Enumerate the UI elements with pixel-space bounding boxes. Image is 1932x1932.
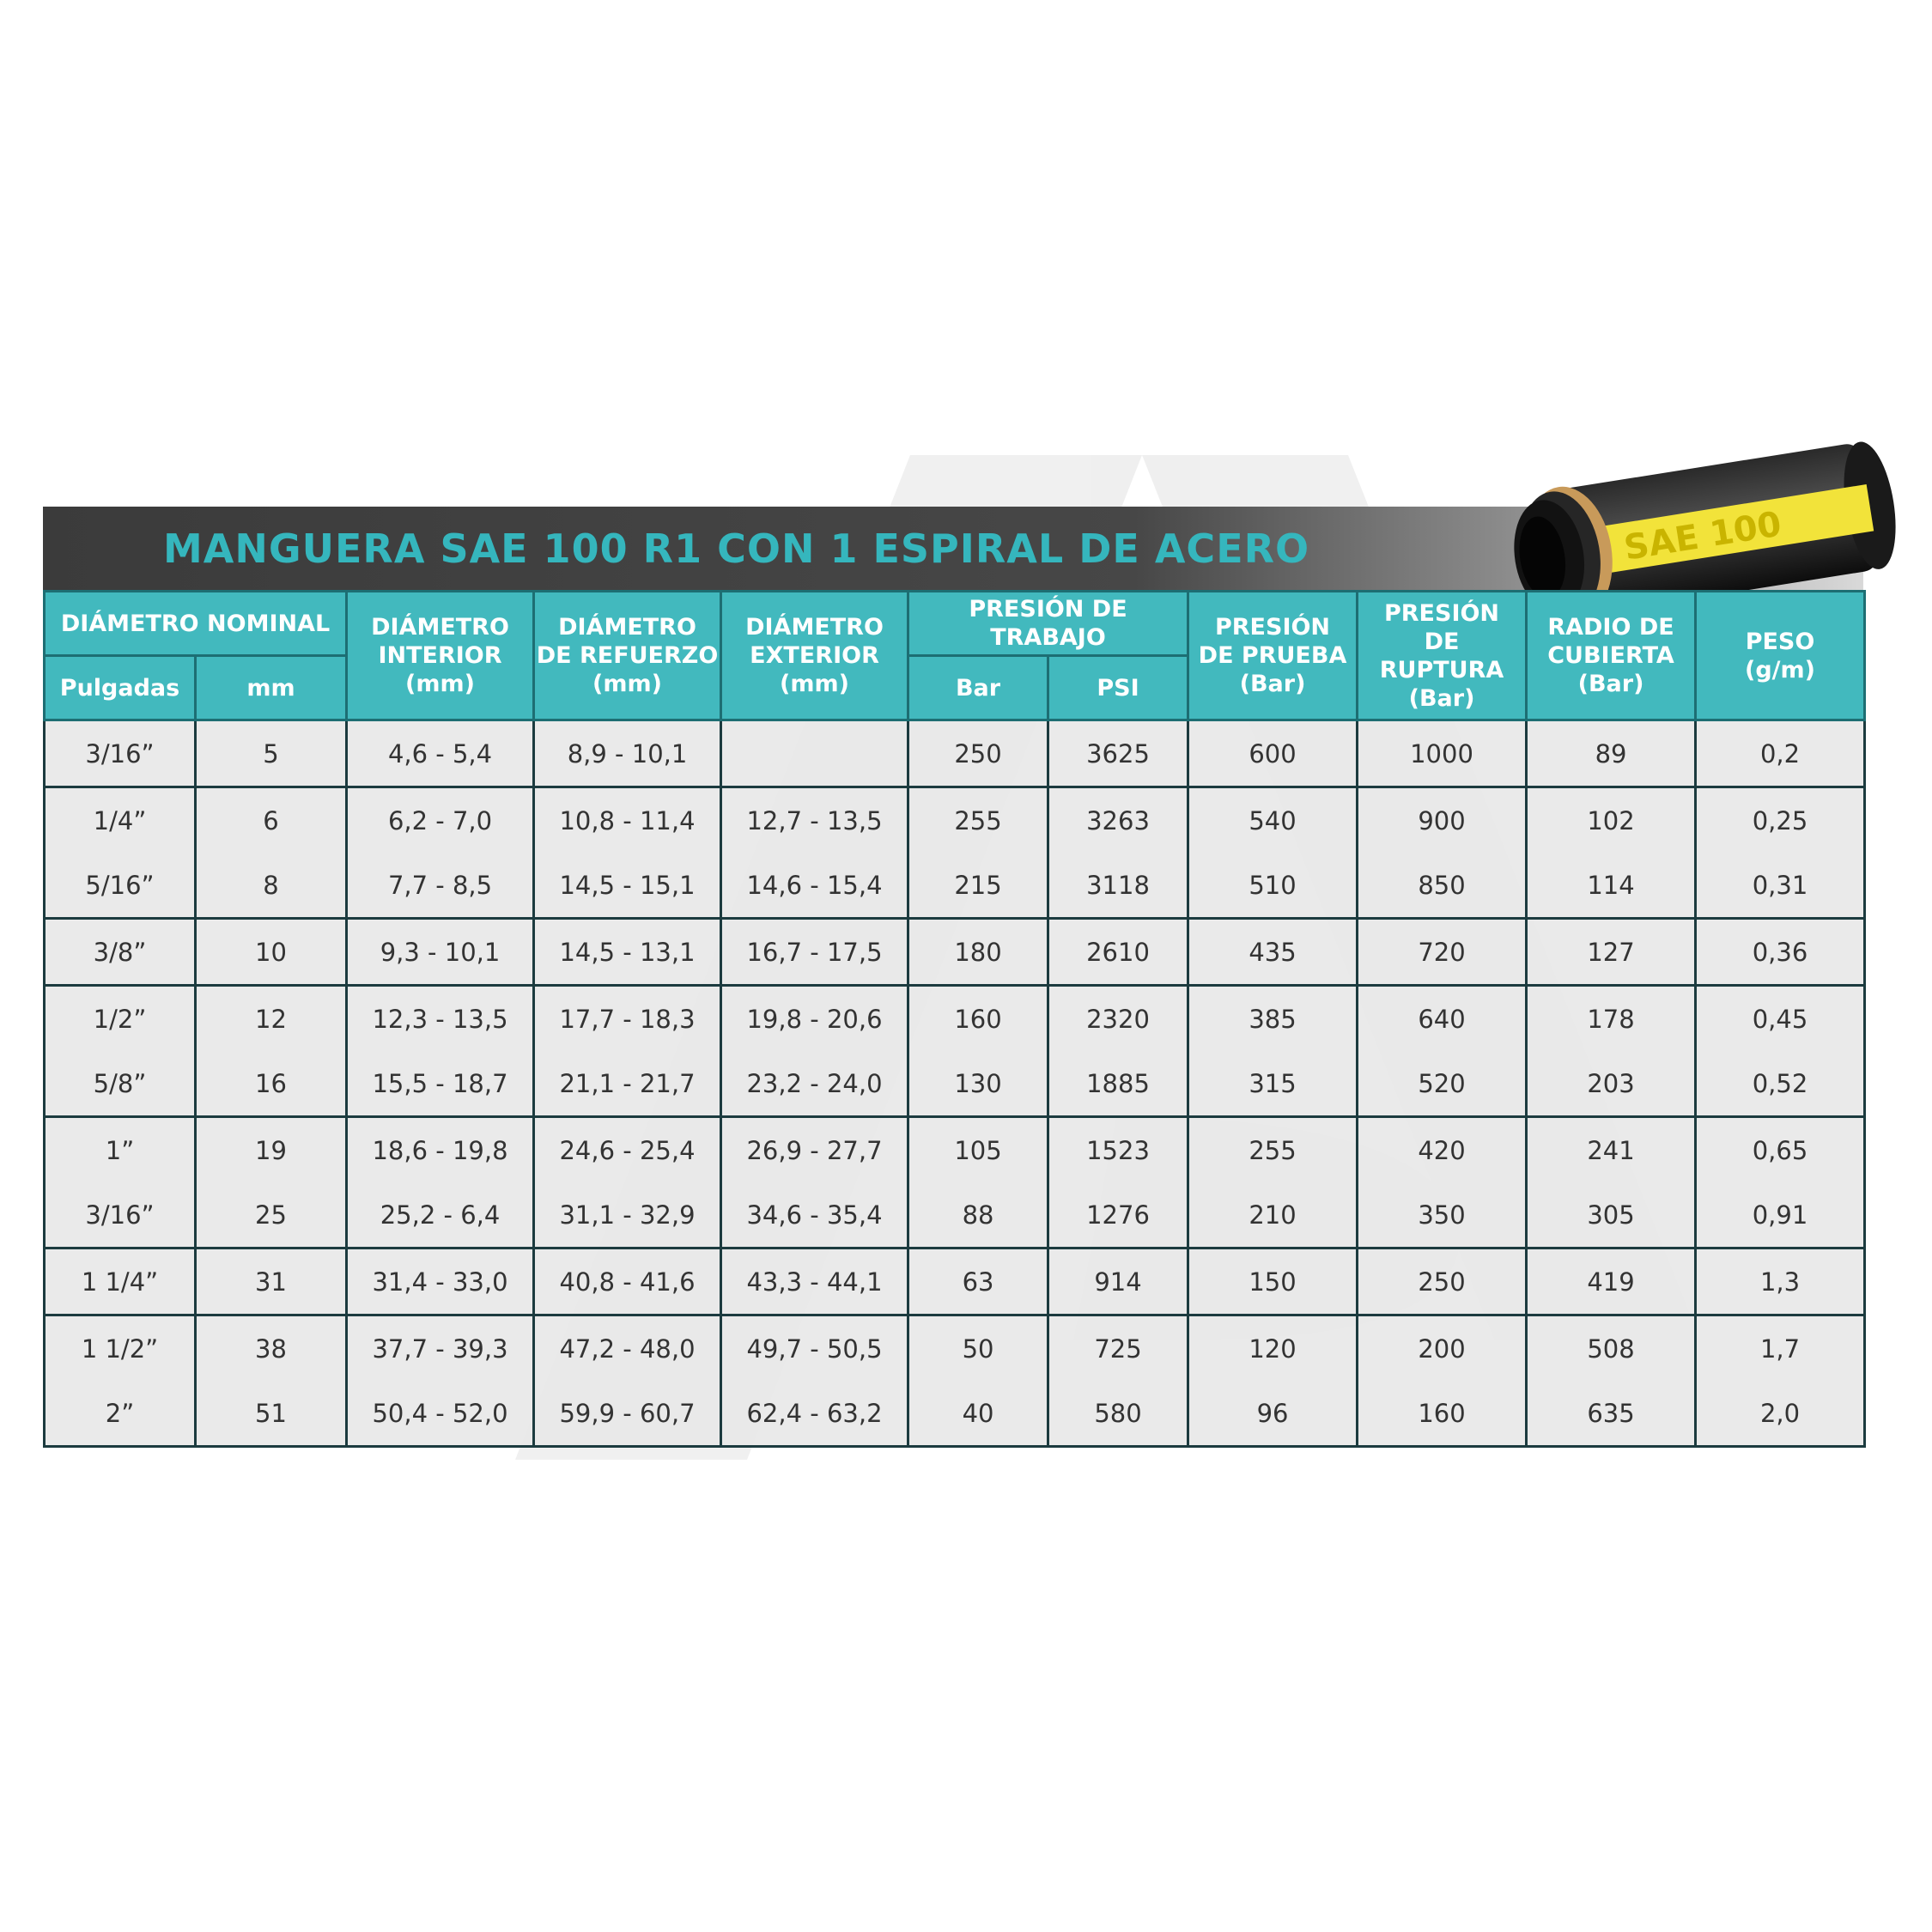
table-cell: 59,9 - 60,7 [534, 1381, 721, 1447]
table-cell: 1/2” [45, 986, 196, 1052]
table-cell: 8 [196, 853, 347, 919]
table-cell: 6 [196, 787, 347, 854]
table-cell: 0,52 [1696, 1051, 1865, 1117]
table-cell: 720 [1358, 919, 1527, 986]
table-cell: 63 [908, 1249, 1048, 1315]
table-cell: 200 [1358, 1315, 1527, 1382]
table-row [45, 1315, 1865, 1382]
table-cell: 105 [908, 1117, 1048, 1183]
table-cell: 38 [196, 1315, 347, 1382]
header-psi: PSI [1048, 656, 1188, 720]
table-cell: 1 1/2” [45, 1315, 196, 1382]
table-row [45, 986, 1865, 1052]
table-cell: 420 [1358, 1117, 1527, 1183]
table-cell: 31,1 - 32,9 [534, 1182, 721, 1249]
table-cell: 19 [196, 1117, 347, 1183]
table-cell: 1,7 [1696, 1315, 1865, 1382]
table-cell: 510 [1188, 853, 1358, 919]
table-cell: 23,2 - 24,0 [721, 1051, 908, 1117]
table-cell: 127 [1527, 919, 1696, 986]
table-cell: 725 [1048, 1315, 1188, 1382]
table-row [45, 1051, 1865, 1117]
table-cell: 5/16” [45, 853, 196, 919]
table-cell: 21,1 - 21,7 [534, 1051, 721, 1117]
page-title: MANGUERA SAE 100 R1 CON 1 ESPIRAL DE ACERO [163, 526, 1310, 572]
table-cell: 350 [1358, 1182, 1527, 1249]
table-cell: 12,3 - 13,5 [347, 986, 534, 1052]
table-cell: 96 [1188, 1381, 1358, 1447]
table-cell: 1885 [1048, 1051, 1188, 1117]
table-cell: 114 [1527, 853, 1696, 919]
table-cell: 540 [1188, 787, 1358, 854]
spec-table [43, 590, 1866, 1448]
table-cell: 914 [1048, 1249, 1188, 1315]
table-cell: 3/8” [45, 919, 196, 986]
table-cell: 25,2 - 6,4 [347, 1182, 534, 1249]
table-row [45, 787, 1865, 854]
table-cell: 203 [1527, 1051, 1696, 1117]
header-pulgadas: Pulgadas [45, 656, 196, 720]
table-cell: 43,3 - 44,1 [721, 1249, 908, 1315]
table-cell: 520 [1358, 1051, 1527, 1117]
table-cell: 1,3 [1696, 1249, 1865, 1315]
table-cell: 1” [45, 1117, 196, 1183]
table-cell: 0,25 [1696, 787, 1865, 854]
table-cell: 900 [1358, 787, 1527, 854]
table-cell: 1000 [1358, 720, 1527, 787]
table-cell: 210 [1188, 1182, 1358, 1249]
table-row [45, 1182, 1865, 1249]
table-cell: 102 [1527, 787, 1696, 854]
header-diametro-exterior: DIÁMETRO EXTERIOR (mm) [721, 592, 908, 720]
header-presion-trabajo: PRESIÓN DE TRABAJO [908, 592, 1188, 656]
table-cell: 31,4 - 33,0 [347, 1249, 534, 1315]
table-cell: 250 [1358, 1249, 1527, 1315]
table-cell: 4,6 - 5,4 [347, 720, 534, 787]
table-cell: 160 [1358, 1381, 1527, 1447]
table-cell: 40 [908, 1381, 1048, 1447]
table-cell: 305 [1527, 1182, 1696, 1249]
table-cell: 89 [1527, 720, 1696, 787]
table-cell: 178 [1527, 986, 1696, 1052]
table-cell: 2,0 [1696, 1381, 1865, 1447]
table-cell: 580 [1048, 1381, 1188, 1447]
table-cell: 6,2 - 7,0 [347, 787, 534, 854]
table-cell: 14,6 - 15,4 [721, 853, 908, 919]
table-cell: 17,7 - 18,3 [534, 986, 721, 1052]
table-cell: 850 [1358, 853, 1527, 919]
table-cell: 16,7 - 17,5 [721, 919, 908, 986]
table-cell: 62,4 - 63,2 [721, 1381, 908, 1447]
table-cell: 0,65 [1696, 1117, 1865, 1183]
table-cell: 7,7 - 8,5 [347, 853, 534, 919]
table-cell: 3/16” [45, 720, 196, 787]
table-cell: 31 [196, 1249, 347, 1315]
header-radio-cubierta: RADIO DE CUBIERTA (Bar) [1527, 592, 1696, 720]
table-cell: 508 [1527, 1315, 1696, 1382]
table-cell: 255 [908, 787, 1048, 854]
table-row [45, 1381, 1865, 1447]
table-cell: 3625 [1048, 720, 1188, 787]
table-row [45, 1117, 1865, 1183]
table-cell: 0,91 [1696, 1182, 1865, 1249]
header-diametro-refuerzo: DIÁMETRO DE REFUERZO (mm) [534, 592, 721, 720]
table-cell: 250 [908, 720, 1048, 787]
table-cell: 120 [1188, 1315, 1358, 1382]
table-cell: 635 [1527, 1381, 1696, 1447]
table-cell: 3263 [1048, 787, 1188, 854]
table-cell: 5/8” [45, 1051, 196, 1117]
table-cell: 150 [1188, 1249, 1358, 1315]
table-cell: 640 [1358, 986, 1527, 1052]
table-cell [721, 720, 908, 787]
table-cell: 15,5 - 18,7 [347, 1051, 534, 1117]
table-row [45, 853, 1865, 919]
table-cell: 50,4 - 52,0 [347, 1381, 534, 1447]
hose-label: SAE 100 [1621, 504, 1784, 568]
table-cell: 12 [196, 986, 347, 1052]
table-cell: 12,7 - 13,5 [721, 787, 908, 854]
table-cell: 9,3 - 10,1 [347, 919, 534, 986]
table-cell: 0,45 [1696, 986, 1865, 1052]
table-cell: 37,7 - 39,3 [347, 1315, 534, 1382]
header-bar: Bar [908, 656, 1048, 720]
table-cell: 18,6 - 19,8 [347, 1117, 534, 1183]
header-presion-prueba: PRESIÓN DE PRUEBA (Bar) [1188, 592, 1358, 720]
table-cell: 14,5 - 15,1 [534, 853, 721, 919]
table-cell: 24,6 - 25,4 [534, 1117, 721, 1183]
table-cell: 1276 [1048, 1182, 1188, 1249]
table-cell: 215 [908, 853, 1048, 919]
table-cell: 5 [196, 720, 347, 787]
table-cell: 50 [908, 1315, 1048, 1382]
table-cell: 19,8 - 20,6 [721, 986, 908, 1052]
table-cell: 25 [196, 1182, 347, 1249]
table-row [45, 919, 1865, 986]
table-cell: 1523 [1048, 1117, 1188, 1183]
table-cell: 419 [1527, 1249, 1696, 1315]
table-cell: 1 1/4” [45, 1249, 196, 1315]
table-cell: 88 [908, 1182, 1048, 1249]
table-cell: 10,8 - 11,4 [534, 787, 721, 854]
table-cell: 16 [196, 1051, 347, 1117]
table-cell: 435 [1188, 919, 1358, 986]
table-cell: 180 [908, 919, 1048, 986]
table-cell: 49,7 - 50,5 [721, 1315, 908, 1382]
table-body [45, 720, 1865, 1447]
table-cell: 1/4” [45, 787, 196, 854]
table-cell: 51 [196, 1381, 347, 1447]
table-cell: 600 [1188, 720, 1358, 787]
table-cell: 0,2 [1696, 720, 1865, 787]
table-cell: 34,6 - 35,4 [721, 1182, 908, 1249]
table-cell: 0,31 [1696, 853, 1865, 919]
table-cell: 2610 [1048, 919, 1188, 986]
header-peso: PESO (g/m) [1696, 592, 1865, 720]
table-cell: 2” [45, 1381, 196, 1447]
table-cell: 160 [908, 986, 1048, 1052]
table-cell: 315 [1188, 1051, 1358, 1117]
table-cell: 26,9 - 27,7 [721, 1117, 908, 1183]
header-presion-ruptura: PRESIÓN DE RUPTURA (Bar) [1358, 592, 1527, 720]
table-cell: 2320 [1048, 986, 1188, 1052]
table-cell: 255 [1188, 1117, 1358, 1183]
table-cell: 14,5 - 13,1 [534, 919, 721, 986]
table-cell: 10 [196, 919, 347, 986]
header-diametro-nominal: DIÁMETRO NOMINAL [45, 592, 347, 656]
table-row [45, 1249, 1865, 1315]
table-cell: 47,2 - 48,0 [534, 1315, 721, 1382]
table-cell: 3118 [1048, 853, 1188, 919]
table-cell: 241 [1527, 1117, 1696, 1183]
header-diametro-interior: DIÁMETRO INTERIOR (mm) [347, 592, 534, 720]
table-cell: 130 [908, 1051, 1048, 1117]
table-cell: 8,9 - 10,1 [534, 720, 721, 787]
table-cell: 40,8 - 41,6 [534, 1249, 721, 1315]
header-mm: mm [196, 656, 347, 720]
table-row [45, 720, 1865, 787]
table-cell: 3/16” [45, 1182, 196, 1249]
table-cell: 0,36 [1696, 919, 1865, 986]
table-cell: 385 [1188, 986, 1358, 1052]
